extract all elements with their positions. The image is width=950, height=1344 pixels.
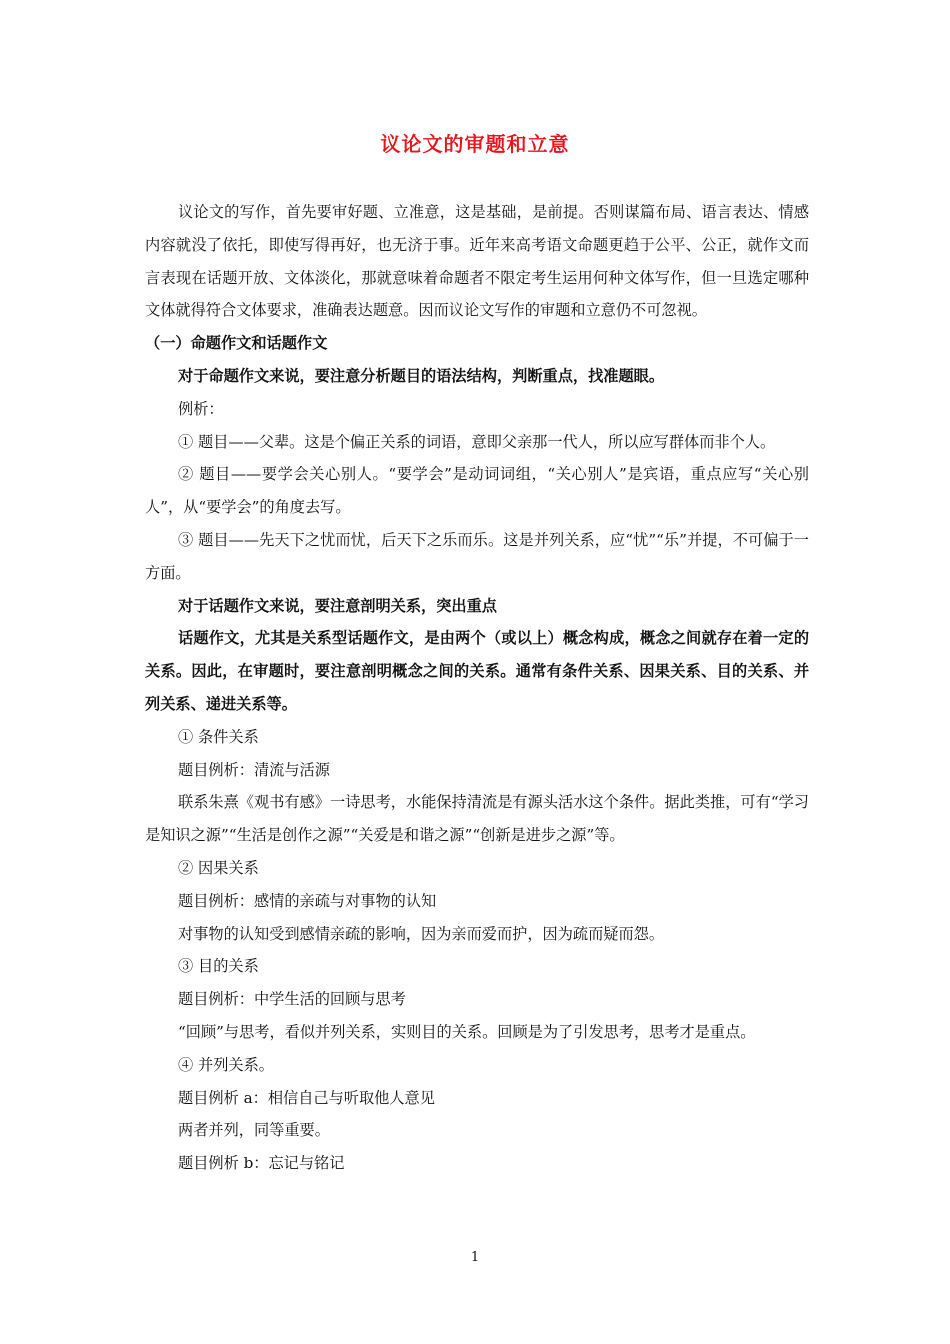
example-label: 例析： (178, 399, 224, 418)
relation-label-condition: ① 条件关系 (178, 727, 259, 746)
example-item: ③ 题目——先天下之忧而忧，后天下之乐而乐。这是并列关系，应“忧”“乐”并提，不可偏于一方面。 (145, 530, 809, 582)
page-number: 1 (470, 1250, 480, 1265)
relation-topic-purpose: 题目例析：中学生活的回顾与思考 (178, 990, 406, 1009)
relation-topic-parallel-b: 题目例析 b：忘记与铭记 (178, 1154, 345, 1173)
relation-analysis-purpose: “回顾”与思考，看似并列关系，实则目的关系。回顾是为了引发思考，思考才是重点。 (178, 1022, 756, 1041)
document-body (145, 196, 809, 1180)
section-heading: （一）命题作文和话题作文 (145, 334, 328, 353)
rule-topic-essay-detail: 话题作文，尤其是关系型话题作文，是由两个（或以上）概念构成，概念之间就存在着一定的关系。因此，在审题时，要注意剖明概念之间的关系。通常有条件关系、因果关系、目的关系、并列关系、递进关系等。 (145, 629, 809, 713)
example-item: ② 题目——要学会关心别人。“要学会”是动词词组，“关心别人”是宾语，重点应写“关心别人”，从“要学会”的角度去写。 (145, 465, 809, 517)
relation-analysis-cause: 对事物的认知受到感情亲疏的影响，因为亲而爱而护，因为疏而疑而怨。 (178, 924, 664, 943)
relation-label-parallel: ④ 并列关系。 (178, 1055, 274, 1074)
relation-analysis-condition: 联系朱熹《观书有感》一诗思考，水能保持清流是有源头活水这个条件。据此类推，可有“学习是知识之源”“生活是创作之源”“关爱是和谐之源”“创新是进步之源”等。 (145, 793, 809, 845)
relation-label-cause: ② 因果关系 (178, 858, 259, 877)
relation-analysis-parallel-a: 两者并列，同等重要。 (178, 1121, 330, 1140)
example-item: ① 题目——父辈。这是个偏正关系的词语，意即父亲那一代人，所以应写群体而非个人。 (178, 432, 776, 451)
rule-topic-essay: 对于话题作文来说，要注意剖明关系，突出重点 (178, 596, 497, 615)
relation-topic-cause: 题目例析：感情的亲疏与对事物的认知 (178, 891, 437, 910)
relation-label-purpose: ③ 目的关系 (178, 957, 259, 976)
document-title: 议论文的审题和立意 (380, 132, 570, 156)
rule-propositional-essay: 对于命题作文来说，要注意分析题目的语法结构，判断重点，找准题眼。 (178, 366, 664, 385)
relation-topic-parallel-a: 题目例析 a：相信自己与听取他人意见 (178, 1088, 435, 1107)
relation-topic-condition: 题目例析：清流与活源 (178, 760, 330, 779)
intro-paragraph: 议论文的写作，首先要审好题、立准意，这是基础，是前提。否则谋篇布局、语言表达、情感内容就没了依托，即使写得再好，也无济于事。近年来高考语文命题更趋于公平、公正，就作文而言表现在话题开放、文体淡化，那就意味着命题者不限定考生运用何种文体写作，但一旦选定哪种文体就得符合文体要求，准确表达题意。因而议论文写作的审题和立意仍不可忽视。 (145, 203, 809, 320)
